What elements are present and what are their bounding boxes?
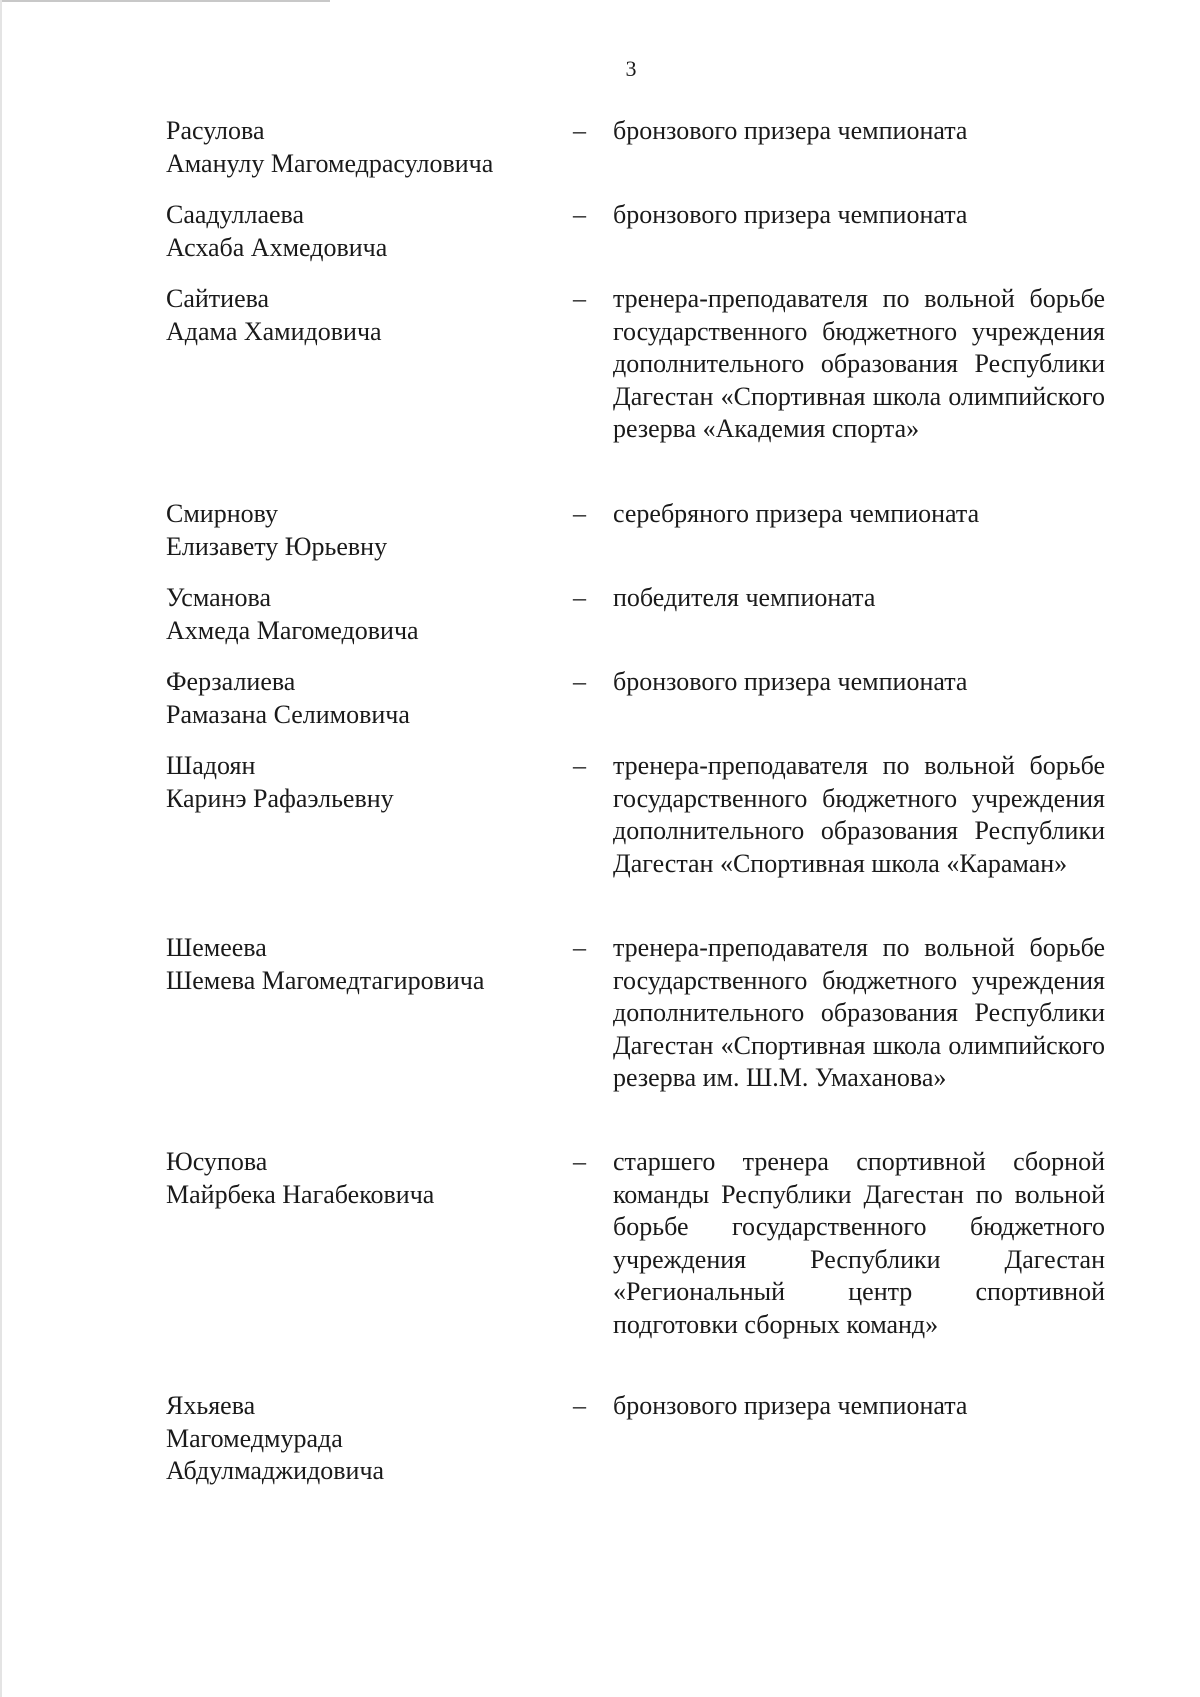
dash-separator: – (573, 1391, 586, 1420)
dash-separator: – (573, 583, 586, 612)
person-name (166, 115, 556, 180)
surname: Усманова (166, 583, 272, 612)
award-description: бронзового призера чемпионата (613, 667, 968, 696)
given-names: Рамазана Селимовича (166, 699, 410, 729)
person-name (166, 498, 556, 563)
given-names: Майрбека Нагабековича (166, 1179, 435, 1209)
given-names: Асхаба Ахмедовича (166, 232, 388, 262)
dash-separator: – (573, 116, 586, 145)
given-names: Магомедмурада (166, 1423, 343, 1453)
surname: Смирнову (166, 499, 279, 528)
surname: Юсупова (166, 1147, 268, 1176)
person-name (166, 666, 556, 731)
surname: Яхьяева (166, 1391, 256, 1420)
given-names: Аманулу Магомедрасуловича (166, 148, 494, 178)
surname: Шадоян (166, 751, 256, 780)
person-name (166, 283, 556, 348)
dash-separator: – (573, 200, 586, 229)
person-name (166, 1146, 556, 1211)
given-names: Шемева Магомедтагировича (166, 965, 485, 995)
person-name (166, 582, 556, 647)
person-name (166, 199, 556, 264)
award-description: бронзового призера чемпионата (613, 200, 968, 229)
dash-separator: – (573, 933, 586, 962)
award-description: бронзового призера чемпионата (613, 116, 968, 145)
patronymic: Абдулмаджидовича (166, 1456, 385, 1486)
surname: Саадуллаева (166, 200, 305, 229)
given-names: Елизавету Юрьевну (166, 531, 388, 561)
scan-edge-top (0, 0, 330, 2)
given-names: Адама Хамидовича (166, 316, 382, 346)
person-name (166, 750, 556, 815)
award-description: тренера-преподавателя по вольной борьбе государственного бюджетного учреждения дополнительного образования Республики Дагестан «Спортивная школа «Караман» (613, 751, 1105, 878)
award-description: тренера-преподавателя по вольной борьбе государственного бюджетного учреждения дополнительного образования Республики Дагестан «Спортивная школа олимпийского резерва «Академия спорта» (613, 284, 1105, 444)
person-name (166, 1390, 556, 1488)
dash-separator: – (573, 751, 586, 780)
dash-separator: – (573, 284, 586, 313)
surname: Сайтиева (166, 284, 270, 313)
surname: Расулова (166, 116, 265, 145)
given-names: Каринэ Рафаэльевну (166, 783, 394, 813)
dash-separator: – (573, 499, 586, 528)
award-description: бронзового призера чемпионата (613, 1391, 968, 1420)
scan-edge-left (0, 0, 2, 1697)
given-names: Ахмеда Магомедовича (166, 615, 419, 645)
award-description: старшего тренера спортивной сборной команды Республики Дагестан по вольной борьбе государственного бюджетного учреждения Республики Дагестан «Региональный центр спортивной подготовки сборных команд» (613, 1147, 1105, 1339)
dash-separator: – (573, 667, 586, 696)
award-description: серебряного призера чемпионата (613, 499, 980, 528)
page-number: 3 (625, 56, 637, 81)
dash-separator: – (573, 1147, 586, 1176)
person-name (166, 932, 556, 997)
award-description: тренера-преподавателя по вольной борьбе государственного бюджетного учреждения дополнительного образования Республики Дагестан «Спортивная школа олимпийского резерва им. Ш.М. Умаханова» (613, 933, 1105, 1093)
surname: Ферзалиева (166, 667, 296, 696)
surname: Шемеева (166, 933, 267, 962)
award-description: победителя чемпионата (613, 583, 876, 612)
